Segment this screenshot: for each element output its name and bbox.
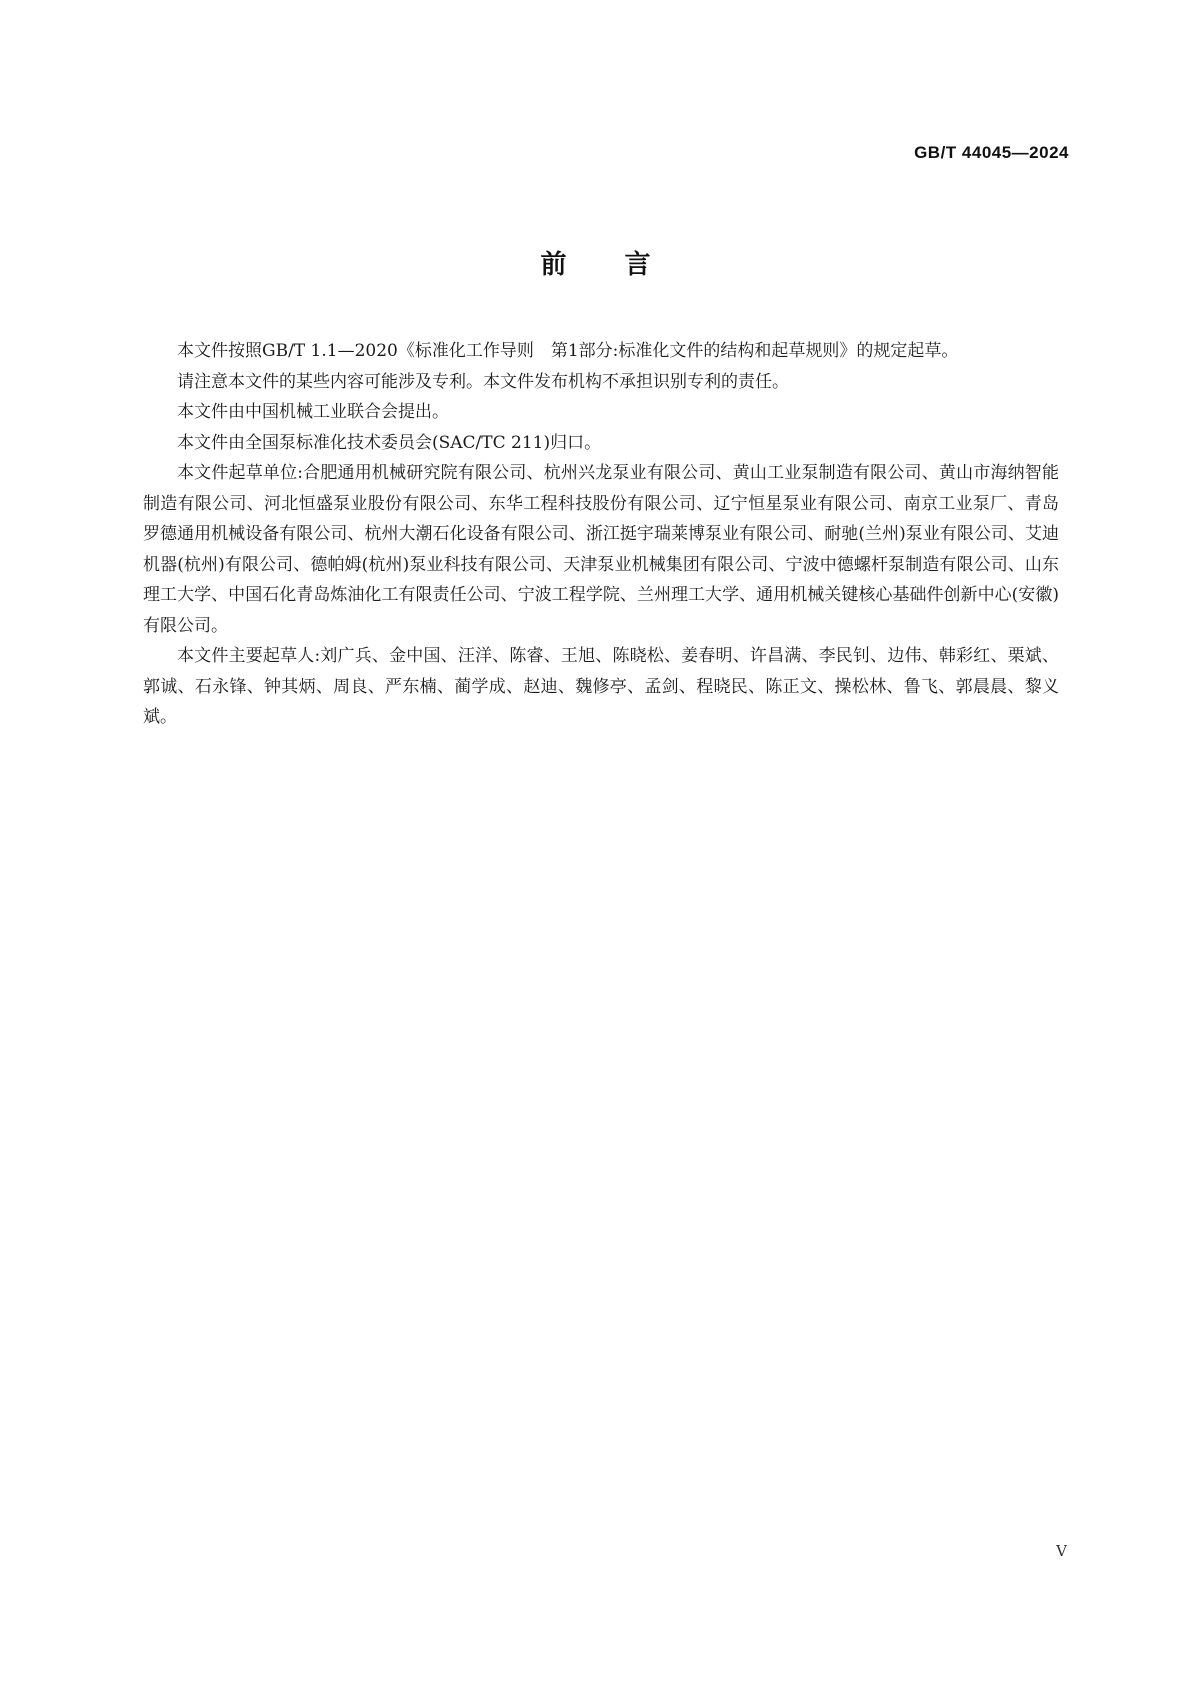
foreword-body xyxy=(143,336,1059,733)
paragraph-committee: 本文件由全国泵标准化技术委员会(SAC/TC 211)归口。 xyxy=(177,432,602,453)
paragraph-drafting-units: 本文件起草单位:合肥通用机械研究院有限公司、杭州兴龙泵业有限公司、黄山工业泵制造有限公司、黄山市海纳智能制造有限公司、河北恒盛泵业股份有限公司、东华工程科技股份有限公司、辽宁恒星泵业有限公司、南京工业泵厂、青岛罗德通用机械设备有限公司、杭州大潮石化设备有限公司、浙江挺宇瑞莱博泵业有限公司、耐驰(兰州)泵业有限公司、艾迪机器(杭州)有限公司、德帕姆(杭州)泵业科技有限公司、天津泵业机械集团有限公司、宁波中德螺杆泵制造有限公司、山东理工大学、中国石化青岛炼油化工有限责任公司、宁波工程学院、兰州理工大学、通用机械关键核心基础件创新中心(安徽)有限公司。 xyxy=(143,463,1059,636)
paragraph-drafting-rules: 本文件按照GB/T 1.1—2020《标准化工作导则 第1部分:标准化文件的结构和起草规则》的规定起草。 xyxy=(177,341,959,361)
paragraph-proposer: 本文件由中国机械工业联合会提出。 xyxy=(177,402,449,422)
standard-number: GB/T 44045—2024 xyxy=(914,143,1069,162)
page-title: 前言 xyxy=(540,250,709,280)
paragraph-drafters: 本文件主要起草人:刘广兵、金中国、汪洋、陈睿、王旭、陈晓松、姜春明、许昌满、李民钊、边伟、韩彩红、栗斌、郭诚、石永锋、钟其炳、周良、严东楠、蔺学成、赵迪、魏修亭、孟剑、程晓民、陈正文、操松林、鲁飞、郭晨晨、黎义斌。 xyxy=(143,646,1059,727)
page-number: V xyxy=(1056,1542,1067,1560)
paragraph-patent-notice: 请注意本文件的某些内容可能涉及专利。本文件发布机构不承担识别专利的责任。 xyxy=(177,371,789,392)
